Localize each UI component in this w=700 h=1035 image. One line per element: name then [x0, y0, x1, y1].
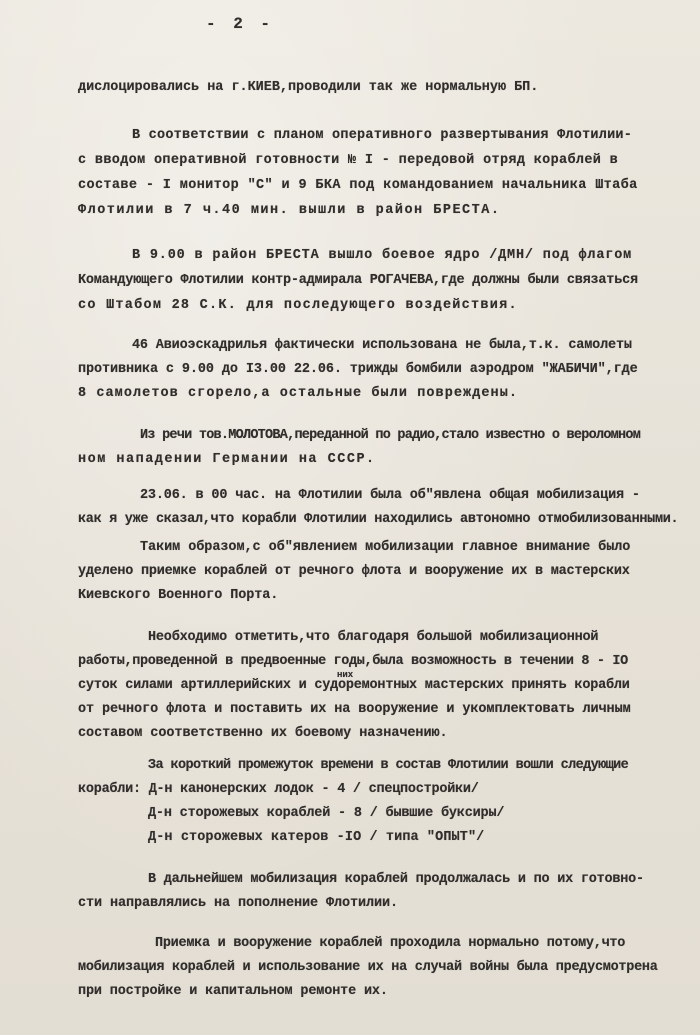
- text-line: 46 Авиоэскадрилья фактически использована не была,т.к. самолеты: [132, 338, 632, 353]
- text-line: За короткий промежуток времени в состав Флотилии вошли следующие: [148, 758, 629, 773]
- page-number: - 2 -: [206, 15, 275, 33]
- text-line: со Штабом 28 С.К. для последующего воздействия.: [78, 298, 518, 313]
- text-line: Киевского Военного Порта.: [78, 588, 279, 603]
- text-line: Флотилии в 7 ч.40 мин. вышли в район БРЕСТА.: [78, 203, 501, 218]
- text-line: Д-н сторожевых катеров -IO / типа "ОПЫТ"/: [148, 830, 485, 845]
- text-line: Таким образом,с об"явлением мобилизации главное внимание было: [140, 540, 631, 555]
- text-line: как я уже сказал,что корабли Флотилии находились автономно отмобилизованными.: [78, 512, 679, 527]
- text-line: Из речи тов.МОЛОТОВА,переданной по радио,стало известно о вероломном: [140, 428, 641, 443]
- text-line: В соответствии с планом оперативного развертывания Флотилии-: [132, 128, 633, 143]
- text-line: 8 самолетов сгорело,а остальные были повреждены.: [78, 386, 519, 401]
- text-line: суток силами артиллерийских и судоремонтных мастерских принять корабли: [78, 678, 630, 693]
- text-line: при постройке и капитальном ремонте их.: [78, 984, 388, 999]
- text-line: составом соответственно их боевому назначению.: [78, 726, 448, 741]
- text-line: В дальнейшем мобилизация кораблей продолжалась и по их готовно-: [148, 872, 644, 887]
- text-line: мобилизация кораблей и использование их на случай войны была предусмотрена: [78, 960, 658, 975]
- text-line: корабли: Д-н канонерских лодок - 4 / спецпостройки/: [78, 782, 479, 797]
- text-line: составе - I монитор "С" и 9 БКА под командованием начальника Штаба: [78, 178, 638, 193]
- text-line: от речного флота и поставить их на вооружение и укомплектовать личным: [78, 702, 631, 717]
- text-line: Приемка и вооружение кораблей проходила нормально потому,что: [155, 936, 626, 951]
- text-line: с вводом оперативной готовности № I - передовой отряд кораблей в: [78, 153, 619, 168]
- text-line: уделено приемке кораблей от речного флота и вооружение их в мастерских: [78, 564, 630, 579]
- text-line: сти направлялись на пополнение Флотилии.: [78, 896, 399, 911]
- text-line: Необходимо отметить,что благодаря большой мобилизационной: [148, 630, 599, 645]
- text-line: работы,проведенной в предвоенные годы,была возможность в течении 8 - IO: [78, 654, 628, 669]
- text-line: противника с 9.00 до I3.00 22.06. трижды бомбили аэродром "ЖАБИЧИ",где: [78, 362, 638, 377]
- text-line: 23.06. в 00 час. на Флотилии была об"явлена общая мобилизация -: [140, 488, 640, 503]
- overstrike-text: них: [337, 670, 354, 680]
- text-line: ном нападении Германии на СССР.: [78, 452, 376, 467]
- text-line: дислоцировались на г.КИЕВ,проводили так же нормальную БП.: [78, 80, 539, 95]
- text-line: В 9.00 в район БРЕСТА вышло боевое ядро /ДМН/ под флагом: [132, 248, 633, 263]
- text-line: Командующего Флотилии контр-адмирала РОГАЧЕВА,где должны были связаться: [78, 273, 638, 288]
- text-line: Д-н сторожевых кораблей - 8 / бывшие буксиры/: [148, 806, 505, 821]
